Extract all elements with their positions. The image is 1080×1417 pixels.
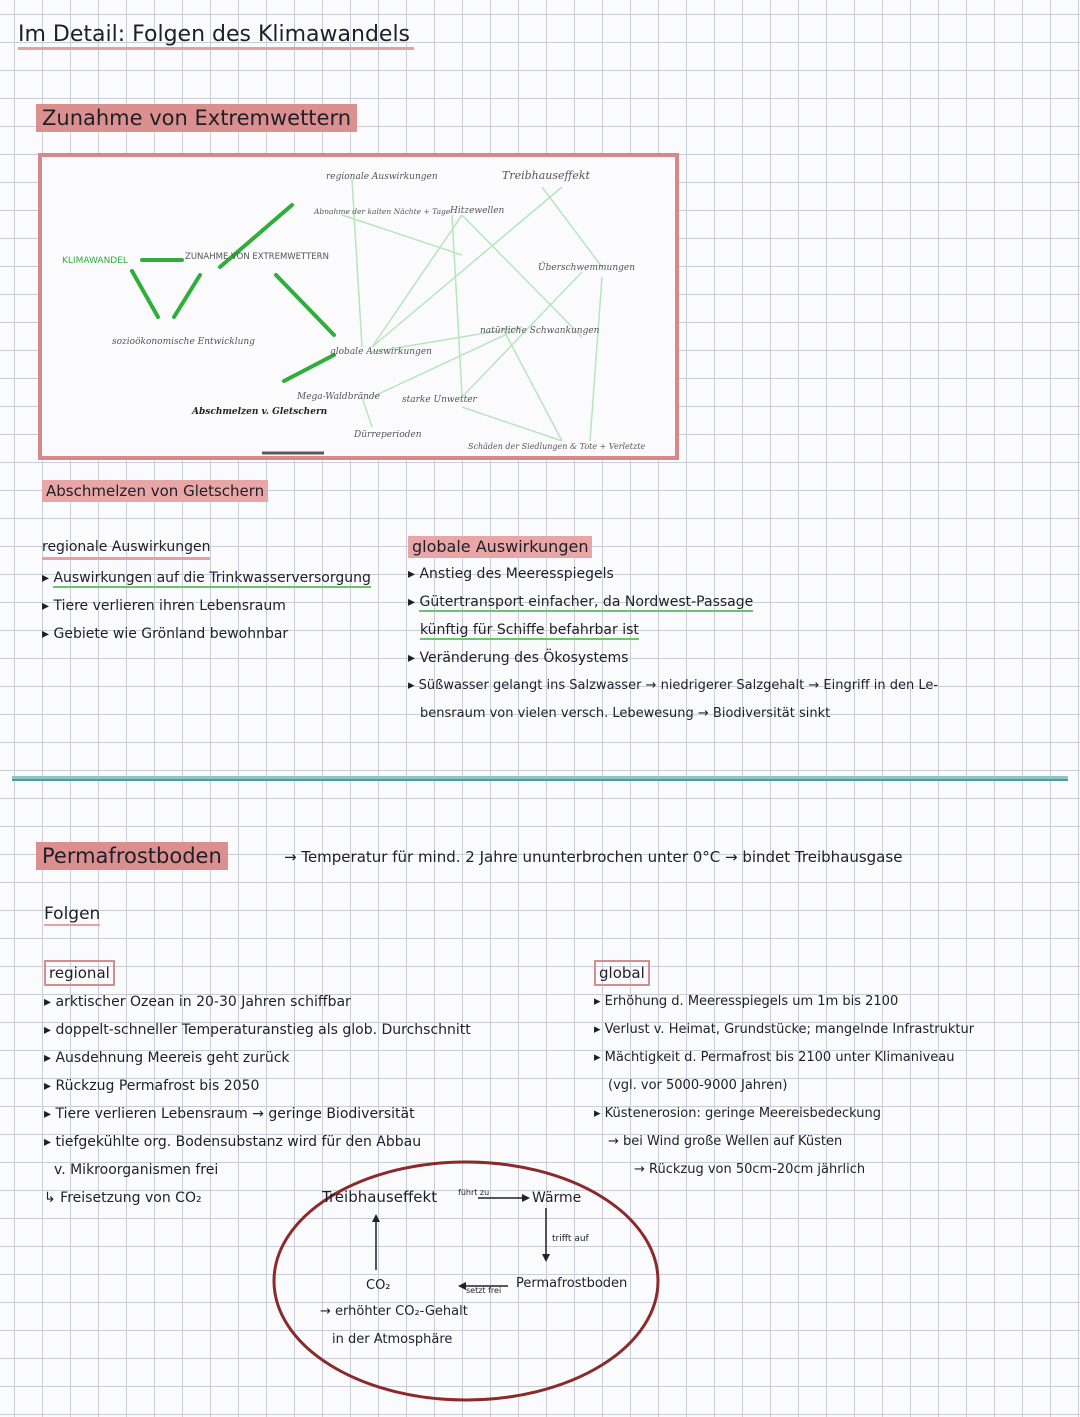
mm-schwankungen: natürliche Schwankungen <box>480 326 600 336</box>
permafrost-regional-item: v. Mikroorganismen frei <box>54 1162 219 1178</box>
gletscher-regional <box>42 536 371 648</box>
section-divider <box>12 776 1068 781</box>
mm-treibhauseffekt: Treibhauseffekt <box>502 169 590 182</box>
mm-waldbraende: Mega-Waldbrände <box>297 392 381 402</box>
mindmap-diagram <box>42 157 675 456</box>
mm-hitzewellen: Hitzewellen <box>450 206 505 216</box>
gletscher-global-item: ▸ Anstieg des Meeresspiegels <box>408 566 614 582</box>
mm-soziookonomisch: sozioökonomische Entwicklung <box>112 337 255 347</box>
permafrost-regional-item: ▸ tiefgekühlte org. Bodensubstanz wird für den Abbau <box>44 1134 422 1150</box>
cycle-fuehrt-zu: führt zu <box>458 1188 490 1197</box>
permafrost-global-item: (vgl. vor 5000-9000 Jahren) <box>608 1078 788 1093</box>
gletscher-regional-item: ▸ Gebiete wie Grönland bewohnbar <box>42 626 289 642</box>
mindmap-frame <box>38 153 679 460</box>
gletscher-global-item: ▸ Gütertransport einfacher, da Nordwest-Passage <box>408 594 754 610</box>
gletscher-global-item: ▸ Süßwasser gelangt ins Salzwasser → niedrigerer Salzgehalt → Eingriff in den Le- <box>408 678 939 693</box>
cycle-waerme: Wärme <box>532 1190 582 1206</box>
gletscher-global <box>408 536 938 728</box>
page-title: Im Detail: Folgen des Klimawandels <box>18 22 414 50</box>
permafrost-regional-item: ▸ Ausdehnung Meereis geht zurück <box>44 1050 290 1066</box>
cycle-trifft-auf: trifft auf <box>552 1234 589 1244</box>
cycle-erhoehter: → erhöhter CO₂-Gehalt <box>320 1304 468 1319</box>
permafrost-regional-item: ↳ Freisetzung von CO₂ <box>44 1190 202 1206</box>
mm-regional: regionale Auswirkungen <box>326 172 438 182</box>
permafrost-global-item: ▸ Verlust v. Heimat, Grundstücke; mangelnde Infrastruktur <box>594 1022 975 1037</box>
cycle-co2: CO₂ <box>366 1278 391 1293</box>
permafrost-global <box>594 960 974 1184</box>
mm-abschmelzen: Abschmelzen v. Gletschern <box>192 407 328 417</box>
subtitle-gletscher: Abschmelzen von Gletschern <box>42 480 268 502</box>
permafrost-global-item: ▸ Erhöhung d. Meeresspiegels um 1m bis 2100 <box>594 994 899 1009</box>
permafrost-global-item: ▸ Küstenerosion: geringe Meereisbedeckung <box>594 1106 881 1121</box>
mm-kalte-tage: Abnahme der kalten Nächte + Tage <box>314 207 451 216</box>
permafrost-regional-item: ▸ Rückzug Permafrost bis 2050 <box>44 1078 260 1094</box>
permafrost-global-item: → bei Wind große Wellen auf Küsten <box>608 1134 843 1149</box>
permafrost-global-heading: global <box>594 960 650 986</box>
section-title-extremwetter: Zunahme von Extremwettern <box>36 104 357 132</box>
section-title-permafrost: Permafrostboden <box>36 842 228 870</box>
folgen-heading: Folgen <box>44 904 101 924</box>
permafrost-global-item: → Rückzug von 50cm-20cm jährlich <box>634 1162 866 1177</box>
permafrost-regional-heading: regional <box>44 960 115 986</box>
gletscher-regional-item: ▸ Tiere verlieren ihren Lebensraum <box>42 598 286 614</box>
cycle-setzt-frei: setzt frei <box>466 1286 502 1295</box>
mm-duerre: Dürreperioden <box>354 430 422 440</box>
mm-klimawandel: KLIMAWANDEL <box>62 256 128 266</box>
gletscher-global-item: bensraum von vielen versch. Lebewesung → Biodiversität sinkt <box>420 706 831 721</box>
gletscher-regional-item: ▸ Auswirkungen auf die Trinkwasserversorgung <box>42 570 371 586</box>
permafrost-regional-item: ▸ Tiere verlieren Lebensraum → geringe Biodiversität <box>44 1106 415 1122</box>
permafrost-cycle <box>270 1158 662 1404</box>
gletscher-global-item: ▸ Veränderung des Ökosystems <box>408 650 629 666</box>
mm-schaeden: Schäden der Siedlungen & Tote + Verletzte <box>468 442 646 451</box>
permafrost-regional-item: ▸ arktischer Ozean in 20-30 Jahren schiffbar <box>44 994 351 1010</box>
gletscher-regional-heading: regionale Auswirkungen <box>42 537 210 560</box>
gletscher-global-item: künftig für Schiffe befahrbar ist <box>420 622 639 638</box>
permafrost-global-item: ▸ Mächtigkeit d. Permafrost bis 2100 unter Klimaniveau <box>594 1050 955 1065</box>
cycle-treibhauseffekt: Treibhauseffekt <box>322 1188 438 1206</box>
permafrost-definition: → Temperatur für mind. 2 Jahre ununterbrochen unter 0°C → bindet Treibhausgase <box>284 848 903 866</box>
cycle-permafrostboden: Permafrostboden <box>516 1276 628 1291</box>
mm-zunahme: ZUNAHME VON EXTREMWETTERN <box>185 252 329 262</box>
mm-ueberschwemmungen: Überschwemmungen <box>538 263 636 273</box>
mm-unwetter: starke Unwetter <box>402 395 477 405</box>
permafrost-regional-item: ▸ doppelt-schneller Temperaturanstieg als glob. Durchschnitt <box>44 1022 471 1038</box>
cycle-atmosphaere: in der Atmosphäre <box>332 1332 453 1347</box>
mm-global: globale Auswirkungen <box>330 347 432 357</box>
gletscher-global-heading: globale Auswirkungen <box>408 536 592 558</box>
